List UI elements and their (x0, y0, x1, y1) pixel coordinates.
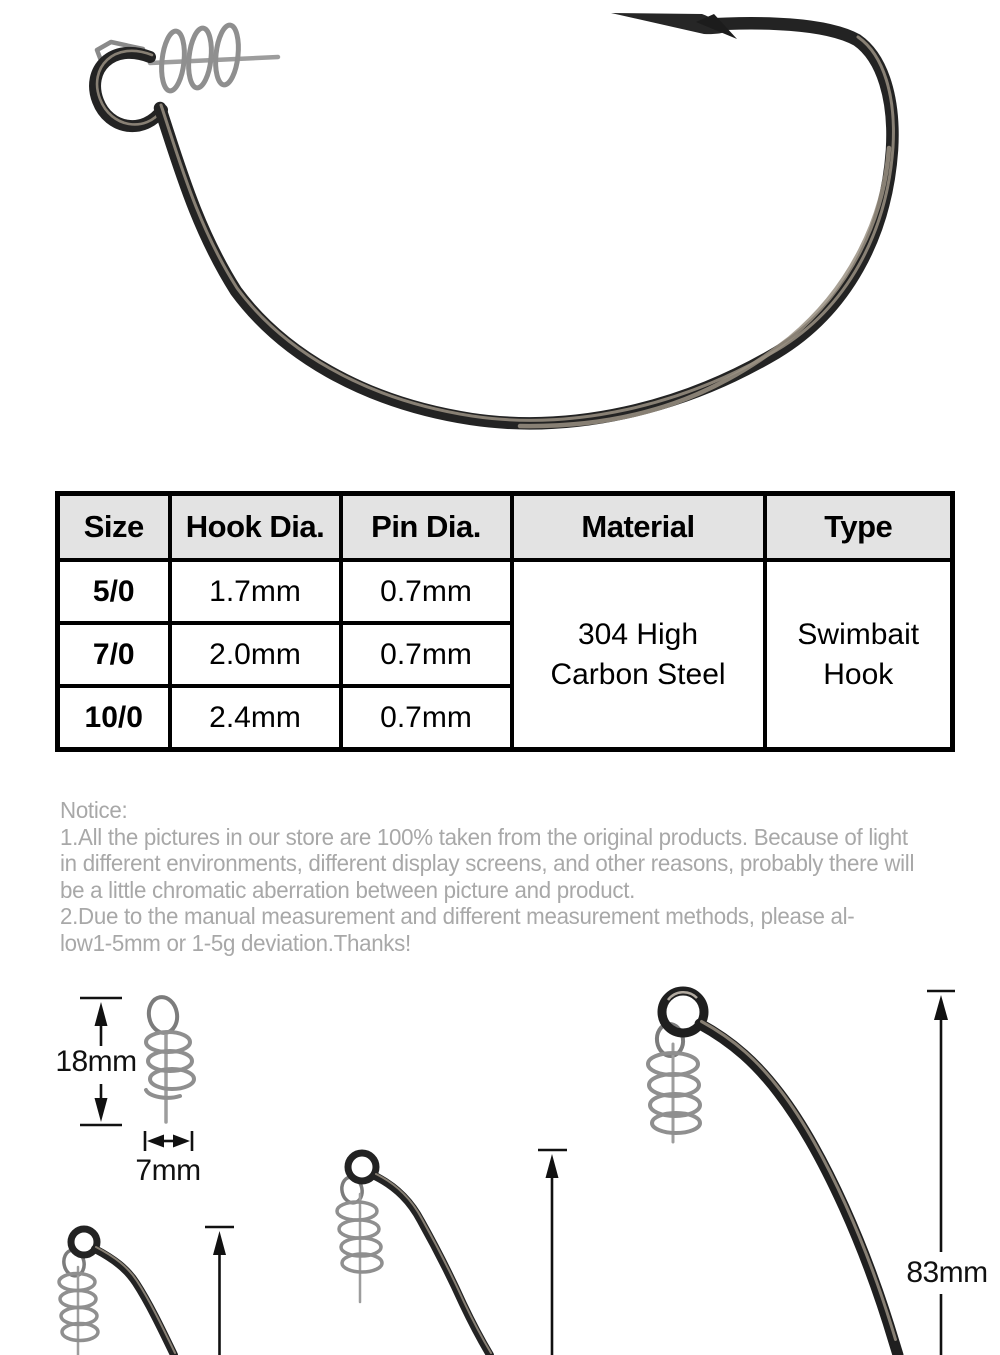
hook-large-diagram (648, 991, 898, 1355)
notice-line: low1-5mm or 1-5g deviation.Thanks! (60, 929, 411, 956)
measurement-diagram (0, 950, 1000, 1355)
notice-line: 1.All the pictures in our store are 100% taken from the original products. Because of light (60, 823, 908, 850)
spec-table (55, 491, 955, 752)
type-text: Swimbait Hook (797, 617, 920, 691)
hook-length-label: 83mm (906, 1256, 988, 1289)
hook-shank-highlight (161, 37, 893, 420)
measure-medium-hook (538, 1150, 567, 1355)
cell-material (512, 560, 765, 750)
header-type: Type (765, 494, 953, 561)
pin-top-loop (146, 995, 180, 1035)
hook-shank (160, 23, 892, 423)
header-size: Size (58, 494, 170, 561)
arrow-up-icon (934, 995, 948, 1020)
measure-7mm (135, 1131, 200, 1187)
header-material: Material (512, 494, 765, 561)
pin-coil (146, 1032, 190, 1052)
hook-shank (95, 1249, 174, 1355)
spring-coil (186, 27, 214, 89)
measure-small-hook (205, 1227, 234, 1355)
spring-pin-diagram (146, 995, 194, 1122)
measure-83mm (906, 991, 987, 1355)
pin-coil-end (146, 1090, 180, 1098)
arrow-up-icon (546, 1154, 559, 1178)
arrow-down-icon (95, 1098, 108, 1122)
cell-size: 10/0 (58, 686, 170, 750)
cell-size: 7/0 (58, 623, 170, 686)
material-text: 304 High Carbon Steel (550, 617, 726, 691)
header-pin-dia: Pin Dia. (341, 494, 512, 561)
table-row (58, 560, 953, 623)
hook-shank (700, 1024, 898, 1355)
bait-spring-photo (150, 24, 278, 92)
cell-type (765, 560, 953, 750)
header-hook-dia: Hook Dia. (170, 494, 341, 561)
cell-pin-dia: 0.7mm (341, 623, 512, 686)
spring-coil (337, 1202, 377, 1220)
pin-width-label: 7mm (135, 1154, 201, 1187)
cell-hook-dia: 1.7mm (170, 560, 341, 623)
hook-small-diagram (59, 1229, 175, 1355)
hook-shank-highlight (702, 1022, 896, 1340)
notice-block (60, 797, 914, 956)
cell-hook-dia: 2.4mm (170, 686, 341, 750)
pin-length-label: 18mm (55, 1045, 137, 1078)
notice-line: 2.Due to the manual measurement and different measurement methods, please al- (60, 903, 855, 929)
hook-shank (375, 1176, 490, 1355)
notice-line: be a little chromatic aberration between picture and product. (60, 876, 636, 903)
arrow-up-icon (95, 1002, 108, 1026)
hook-medium-diagram (337, 1153, 491, 1355)
notice-line: in different environments, different display screens, and other reasons, probably there will (60, 850, 915, 876)
arrow-up-icon (213, 1231, 226, 1255)
arrow-right-icon (173, 1135, 190, 1148)
cell-pin-dia: 0.7mm (341, 560, 512, 623)
product-photo (0, 0, 1000, 470)
arrow-left-icon (147, 1135, 164, 1148)
measure-18mm (55, 998, 136, 1125)
notice-title: Notice: (60, 797, 128, 823)
cell-hook-dia: 2.0mm (170, 623, 341, 686)
cell-pin-dia: 0.7mm (341, 686, 512, 750)
table-header-row (58, 494, 953, 561)
spring-coil (213, 24, 241, 86)
cell-size: 5/0 (58, 560, 170, 623)
